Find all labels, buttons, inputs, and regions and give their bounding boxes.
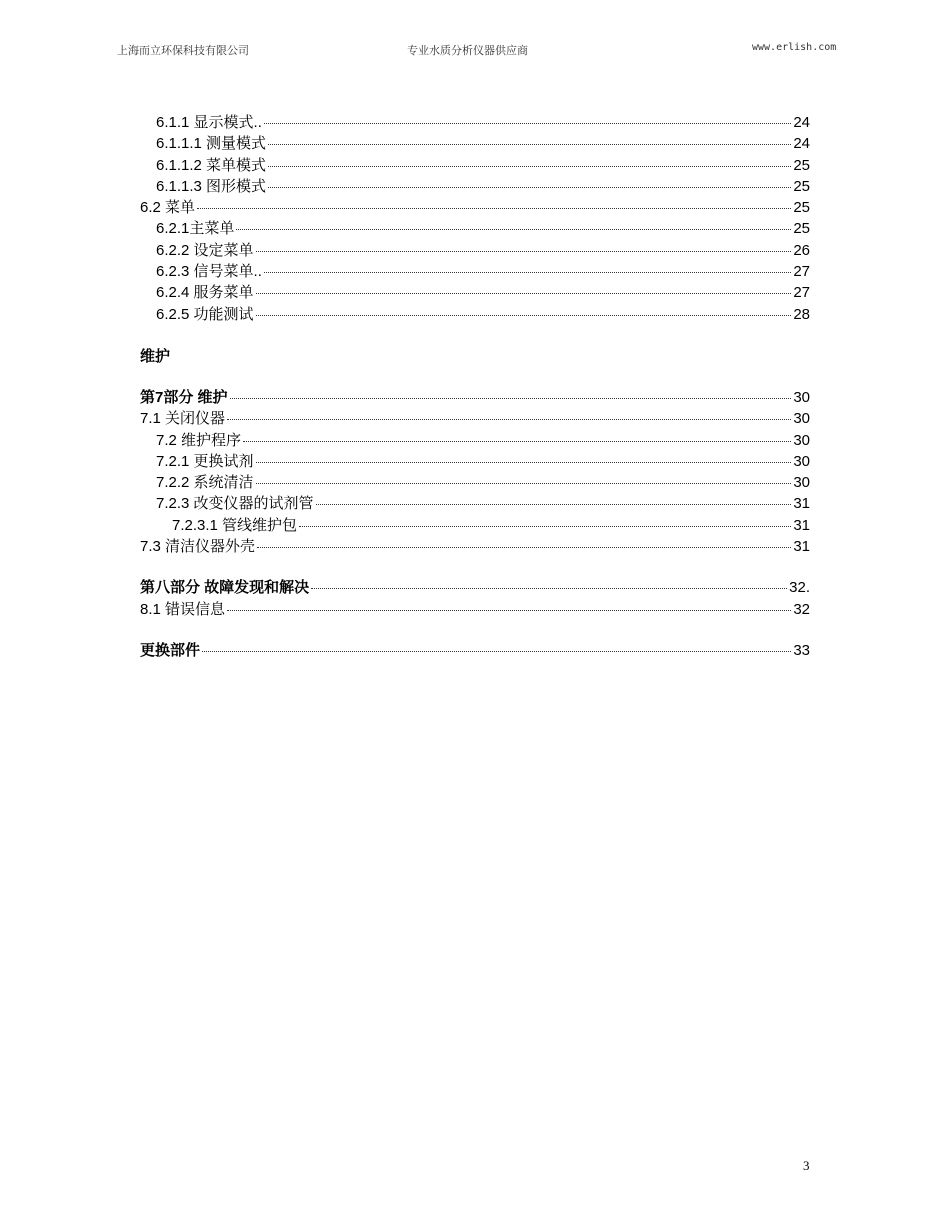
toc-leader-dots [256,250,792,252]
toc-entry-label: 6.1.1.2 菜单模式 [156,156,267,174]
toc-entry-label: 6.2.3 信号菜单.. [156,263,262,281]
toc-entry-label: 7.2.1 更换试剂 [156,452,254,470]
toc-entry-page: 31 [793,495,810,513]
toc-group-8 [140,577,810,620]
toc-entry-page: 32 [793,600,810,618]
toc-leader-dots [227,418,791,420]
toc-entry[interactable] [140,493,810,514]
toc-entry[interactable] [140,430,810,451]
toc-entry[interactable] [140,218,810,239]
toc-leader-dots [256,482,792,484]
header-company: 上海而立环保科技有限公司 [117,44,249,57]
toc-entry-label: 7.3 清洁仪器外壳 [140,538,256,556]
toc-entry-label: 7.2.3.1 管线维护包 [172,516,298,534]
toc-entry-label: 8.1 错误信息 [140,600,226,618]
toc-leader-dots [230,397,792,399]
toc-entry-page: 30 [793,452,810,470]
page-header [0,40,950,60]
table-of-contents [140,112,810,661]
toc-entry-page: 30 [793,431,810,449]
toc-entry[interactable] [140,176,810,197]
toc-entry[interactable] [140,640,810,661]
toc-entry[interactable] [140,599,810,620]
toc-entry-label: 更换部件 [140,641,201,659]
toc-entry-label: 7.1 关闭仪器 [140,410,226,428]
toc-group-parts [140,640,810,661]
toc-leader-dots [257,546,791,548]
toc-entry-label: 6.1.1.1 测量模式 [156,135,267,153]
header-website: www.erlish.com [752,42,837,53]
toc-leader-dots [202,650,791,652]
toc-entry-page: 27 [793,284,810,302]
toc-leader-dots [243,440,791,442]
toc-entry-label: 7.2.3 改变仪器的试剂管 [156,495,314,513]
toc-leader-dots [256,314,792,316]
toc-entry-label: 7.2.2 系统清洁 [156,474,254,492]
toc-leader-dots [256,461,792,463]
toc-leader-dots [256,292,792,294]
toc-entry[interactable] [140,451,810,472]
toc-entry-label: 6.2.1主菜单 [156,220,235,238]
toc-entry-page: 30 [793,474,810,492]
toc-entry-page: 26 [793,241,810,259]
toc-group-6 [140,112,810,325]
toc-entry-page: 30 [793,410,810,428]
toc-entry-page: 33 [793,641,810,659]
toc-entry[interactable] [140,536,810,557]
toc-entry-page: 31 [793,516,810,534]
toc-entry[interactable] [140,515,810,536]
toc-entry[interactable] [140,197,810,218]
toc-entry-label: 第八部分 故障发现和解决 [140,579,310,597]
toc-entry[interactable] [140,261,810,282]
toc-entry-label: 6.1.1.3 图形模式 [156,177,267,195]
toc-leader-dots [264,271,791,273]
toc-entry-page: 24 [793,114,810,131]
toc-entry[interactable] [140,472,810,493]
toc-leader-dots [268,143,791,145]
toc-entry-label: 7.2 维护程序 [156,431,242,449]
toc-entry-label: 6.2.4 服务菜单 [156,284,254,302]
toc-entry[interactable] [140,240,810,261]
toc-entry-page: 31 [793,538,810,556]
toc-entry-page: 27 [793,263,810,281]
toc-entry[interactable] [140,133,810,154]
toc-entry-label: 6.2.2 设定菜单 [156,241,254,259]
toc-leader-dots [236,228,791,230]
toc-entry-label: 6.1.1 显示模式.. [156,114,262,131]
toc-entry-label: 第7部分 维护 [140,388,228,406]
toc-entry[interactable] [140,282,810,303]
toc-entry-page: 32. [789,579,810,597]
toc-entry-page: 25 [793,156,810,174]
toc-entry[interactable] [140,155,810,176]
toc-entry-page: 25 [793,177,810,195]
page-number: 3 [803,1158,810,1173]
toc-entry[interactable] [140,577,810,598]
toc-entry[interactable] [140,304,810,325]
toc-entry-label: 6.2.5 功能测试 [156,305,254,323]
toc-entry-page: 30 [793,388,810,406]
toc-leader-dots [311,587,787,589]
toc-leader-dots [268,186,791,188]
toc-leader-dots [299,525,791,527]
section-heading-maintenance: 维护 [140,347,171,365]
toc-entry-page: 25 [793,220,810,238]
toc-entry[interactable] [140,408,810,429]
header-tagline: 专业水质分析仪器供应商 [407,44,528,57]
toc-entry-page: 24 [793,135,810,153]
toc-leader-dots [316,503,792,505]
toc-entry-page: 25 [793,199,810,217]
toc-entry[interactable] [140,387,810,408]
toc-entry[interactable] [140,112,810,133]
toc-leader-dots [227,609,791,611]
toc-leader-dots [268,165,791,167]
toc-leader-dots [264,122,791,124]
toc-entry-label: 6.2 菜单 [140,199,196,217]
toc-entry-page: 28 [793,305,810,323]
toc-leader-dots [197,207,791,209]
toc-group-7 [140,387,810,557]
